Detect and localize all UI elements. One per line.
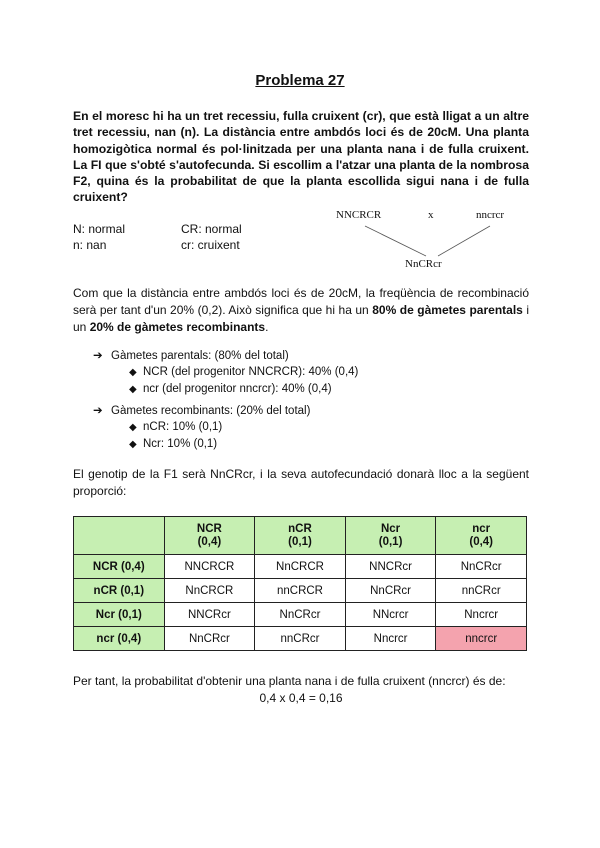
cross-diagram-lines	[330, 206, 530, 266]
table-cell: NNCRcr	[345, 555, 436, 579]
diamond-bullet-icon: ◆	[129, 367, 137, 378]
diamond-bullet-icon: ◆	[129, 384, 137, 395]
table-cell: NnCRCR	[164, 579, 255, 603]
cross-parent2: nncrcr	[476, 209, 505, 221]
conclusion	[73, 673, 529, 707]
column-header	[255, 517, 346, 555]
problem-statement: En el moresc hi ha un tret recessiu, fulla cruixent (cr), que està lligat a un altre tret recessiu, nan (n). La distància entre ambdós loci és de 20cM. Una planta homozigòtica normal és pol·linitzada per una planta nana i de fulla cruixent. La FI que s'obté s'autofecunda. Si escollim a l'atzar una planta de la nombrosa F2, quina és la probabilitat de que la planta escollida sigui nana i de fulla cruixent?	[73, 109, 529, 205]
recombination-paragraph	[73, 285, 529, 336]
table-row	[74, 627, 527, 651]
list-item	[93, 419, 310, 436]
recombinant-item: Ncr: 10% (0,1)	[143, 438, 218, 450]
table-cell: NNCRcr	[164, 603, 255, 627]
table-cell: NNcrcr	[345, 603, 436, 627]
parental-item: NCR (del progenitor NNCRCR): 40% (0,4)	[143, 366, 359, 378]
column-frequency: (0,4)	[197, 535, 222, 548]
cross-line-right	[438, 226, 490, 256]
table-corner-cell	[74, 517, 165, 555]
table-header-row	[74, 517, 527, 555]
legend-right	[181, 221, 242, 253]
list-item	[93, 403, 310, 419]
diamond-bullet-icon: ◆	[129, 439, 137, 450]
column-gamete: nCR	[288, 522, 312, 535]
parental-gametes-list	[93, 348, 358, 398]
table-cell: NNCRCR	[164, 555, 255, 579]
f1-paragraph: El genotip de la F1 serà NnCRcr, i la seva autofecundació donarà lloc a la següent proporció:	[73, 467, 529, 498]
list-item	[93, 436, 310, 453]
table-cell: NnCRcr	[255, 603, 346, 627]
column-gamete: Ncr	[380, 522, 401, 535]
para1-bold-parental: 80% de gàmetes parentals	[372, 303, 523, 317]
table-row	[74, 603, 527, 627]
column-gamete: NCR	[196, 522, 222, 535]
column-header	[436, 517, 527, 555]
para1-mid: i un	[73, 303, 530, 334]
table-cell: NnCRcr	[345, 579, 436, 603]
recombinant-gametes-list	[93, 403, 310, 453]
table-cell: nnCRcr	[255, 627, 346, 651]
para1-end: .	[265, 320, 269, 334]
table-cell: Nncrcr	[436, 603, 527, 627]
cross-parent1: NNCRCR	[336, 209, 382, 221]
column-frequency: (0,1)	[378, 535, 403, 548]
list-item	[93, 381, 358, 398]
cross-offspring: NnCRcr	[405, 258, 442, 270]
table-cell: Nncrcr	[345, 627, 436, 651]
column-gamete: ncr	[472, 522, 491, 535]
cross-symbol: x	[428, 209, 434, 221]
arrow-icon: ➔	[93, 405, 103, 417]
parental-item: ncr (del progenitor nncrcr): 40% (0,4)	[143, 383, 332, 395]
para1-bold-recombinant: 20% de gàmetes recombinants	[89, 320, 266, 334]
row-header: NCR (0,4)	[74, 555, 165, 579]
list-item	[93, 348, 358, 364]
row-header: ncr (0,4)	[74, 627, 165, 651]
punnett-square	[73, 516, 527, 651]
list-item	[93, 364, 358, 381]
recombinant-item: nCR: 10% (0,1)	[143, 421, 223, 433]
legend-left	[73, 221, 125, 253]
para1-text: Com que la distància entre ambdós loci és de 20cM, la freqüència de recombinació serà per tant d'un 20% (0,2). Això significa que hi ha un	[73, 286, 529, 317]
column-frequency: (0,1)	[288, 535, 312, 548]
highlighted-cell: nncrcr	[436, 627, 527, 651]
column-header	[345, 517, 436, 555]
row-header: nCR (0,1)	[74, 579, 165, 603]
table-cell: NnCRcr	[436, 555, 527, 579]
legend-N: N: normal	[73, 222, 126, 236]
legend-cr: cr: cruixent	[181, 238, 240, 252]
table-cell: NnCRcr	[164, 627, 255, 651]
conclusion-text: Per tant, la probabilitat d'obtenir una planta nana i de fulla cruixent (nncrcr) és de:	[73, 674, 506, 688]
arrow-icon: ➔	[93, 350, 103, 362]
row-header: Ncr (0,1)	[74, 603, 165, 627]
table-row	[74, 555, 527, 579]
parental-title: Gàmetes parentals: (80% del total)	[111, 350, 289, 362]
legend-n: n: nan	[73, 238, 107, 252]
page-title: Problema 27	[255, 72, 345, 89]
table-row	[74, 579, 527, 603]
table-cell: nnCRCR	[255, 579, 346, 603]
table-cell: nnCRcr	[436, 579, 527, 603]
cross-line-left	[365, 226, 426, 256]
column-frequency: (0,4)	[469, 535, 494, 548]
recombinant-title: Gàmetes recombinants: (20% del total)	[111, 405, 311, 417]
legend-CR: CR: normal	[181, 222, 242, 236]
calculation: 0,4 x 0,4 = 0,16	[259, 691, 343, 705]
column-header	[164, 517, 255, 555]
diamond-bullet-icon: ◆	[129, 422, 137, 433]
table-cell: NnCRCR	[255, 555, 346, 579]
